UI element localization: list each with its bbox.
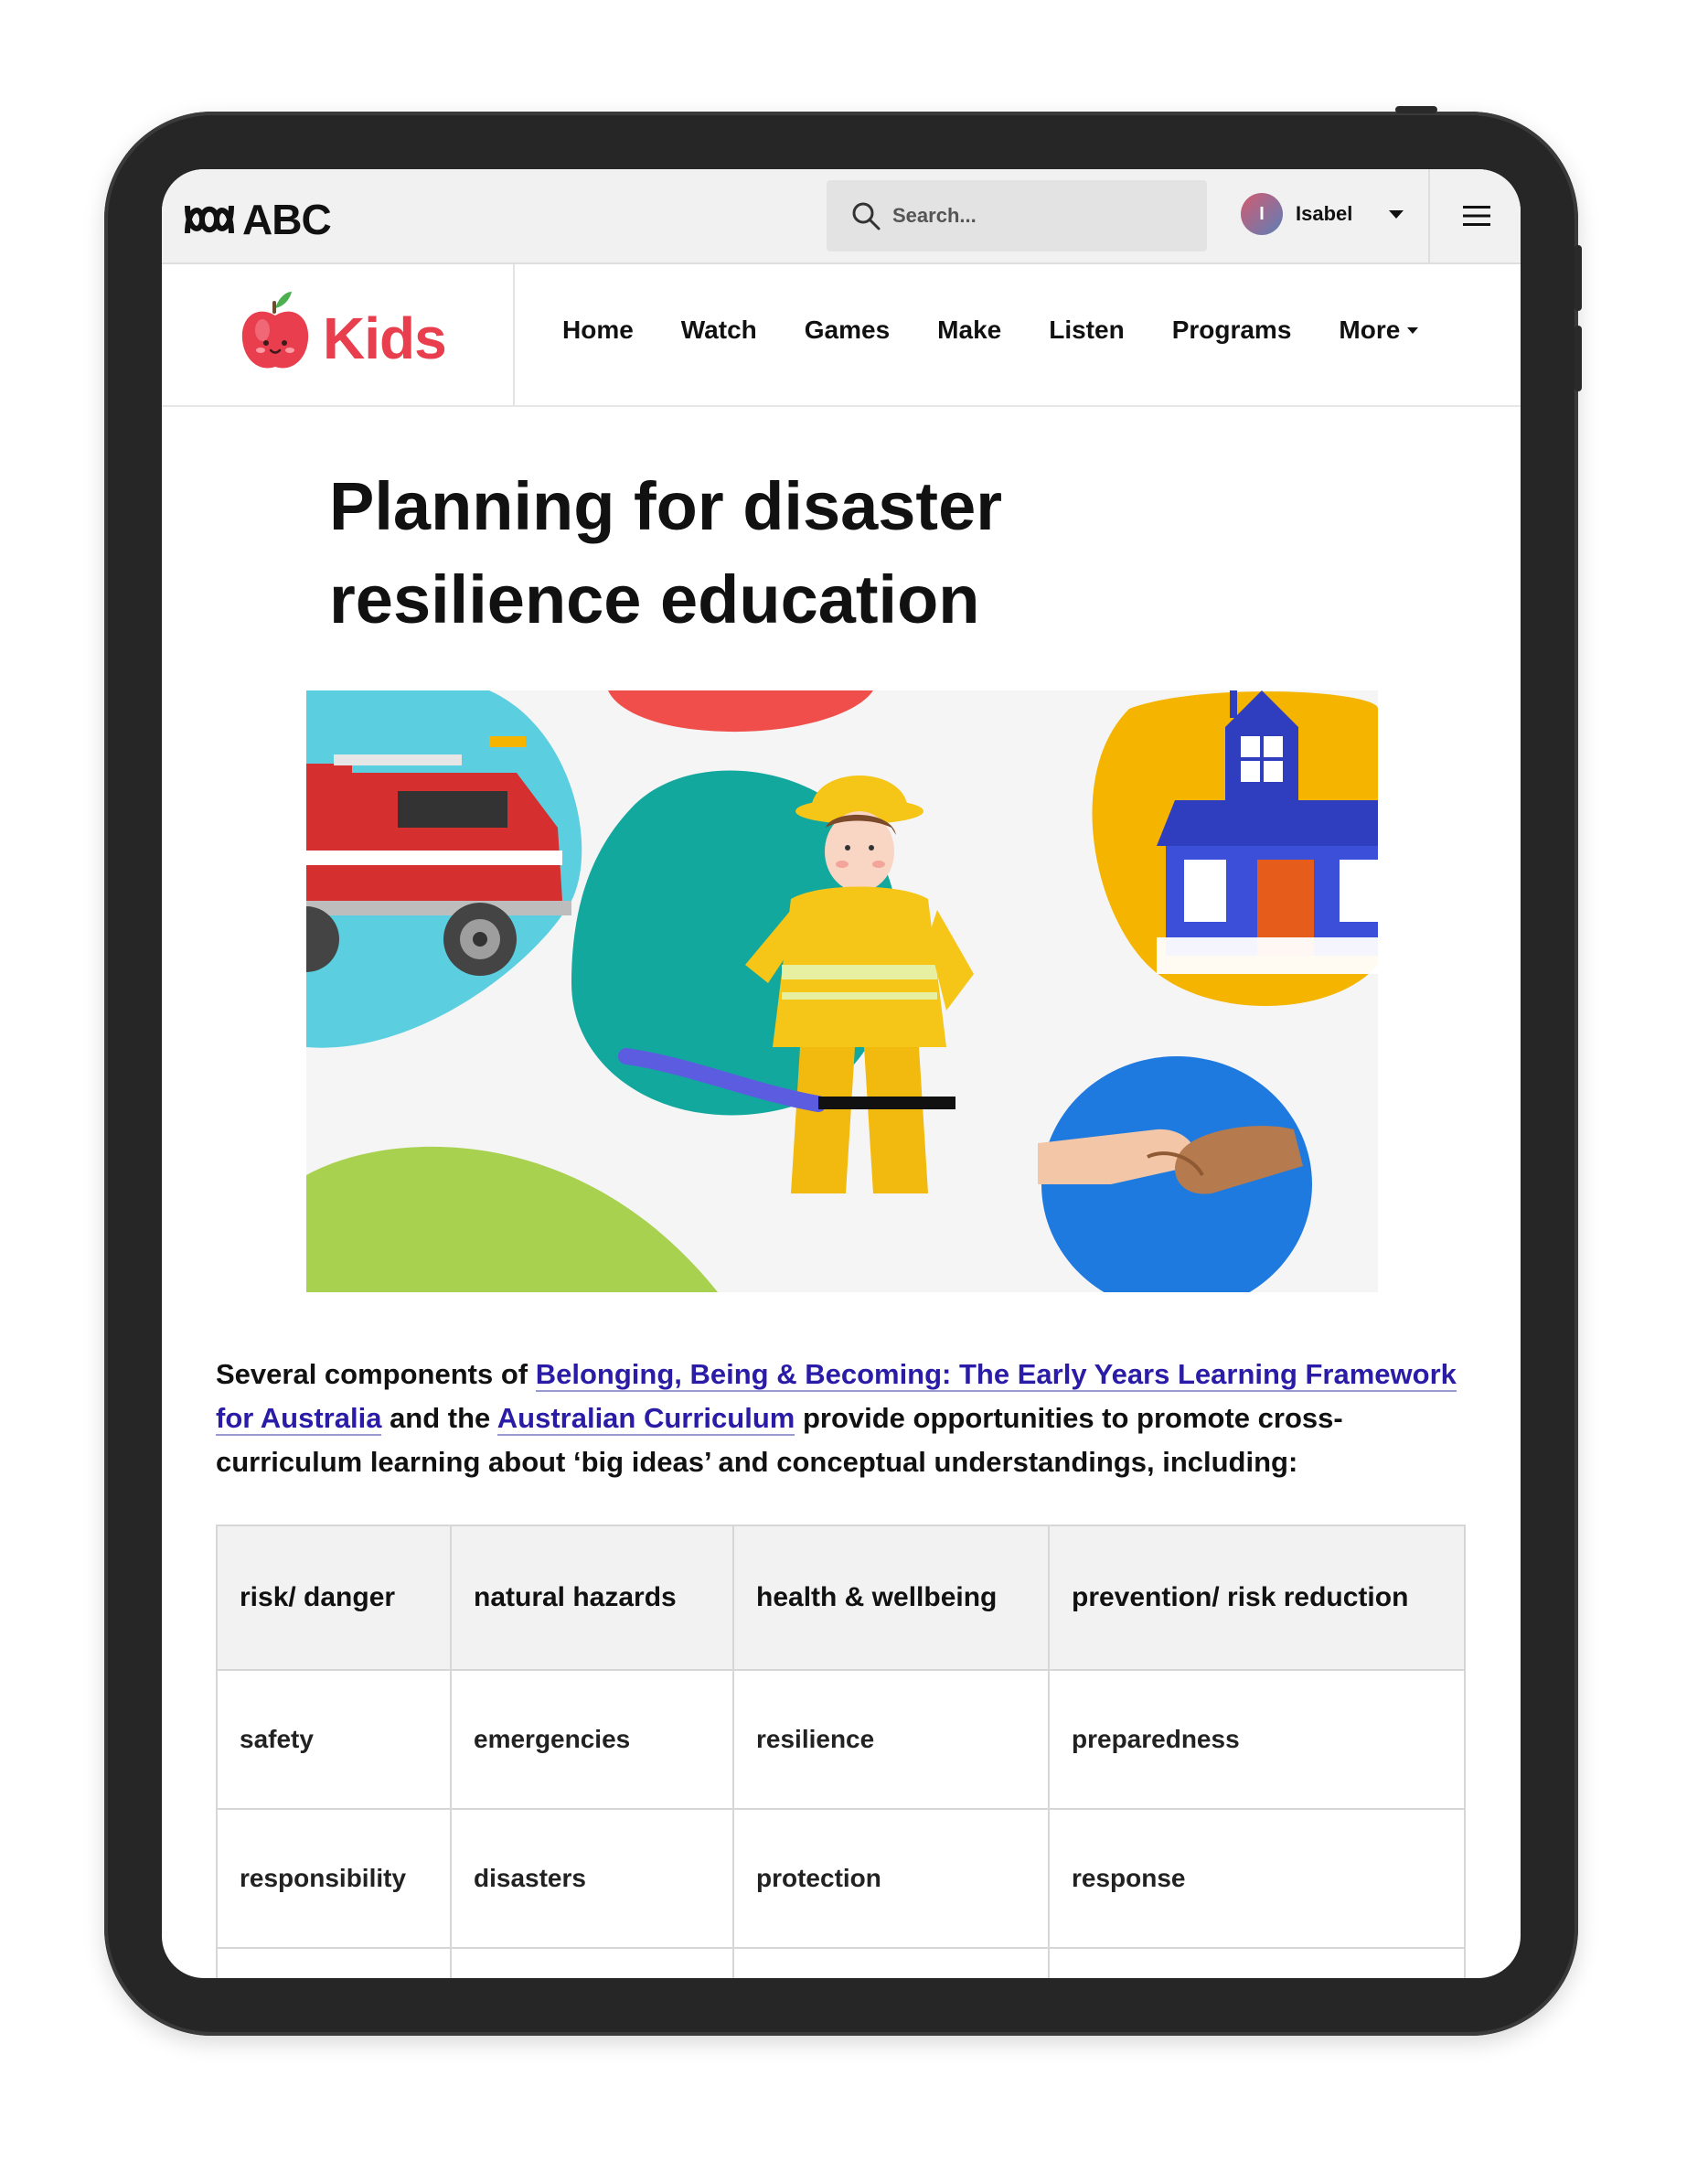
table-row [217,1948,1465,1978]
kids-main-nav [562,316,1418,345]
table-cell: preparedness [1049,1670,1465,1809]
nav-item-listen[interactable]: Listen [1049,316,1125,344]
abc-logo[interactable] [184,195,331,244]
australian-curriculum-link[interactable]: Australian Curriculum [496,1402,795,1434]
nav-item-programs[interactable]: Programs [1171,316,1292,344]
avatar: I [1241,193,1283,235]
table-cell: response [1049,1809,1465,1948]
nav-item-more[interactable] [1339,316,1418,345]
intro-paragraph [216,1353,1468,1484]
nav-item-games[interactable]: Games [804,316,891,344]
tablet-volume-down-button [1575,326,1582,391]
table-cell: protection [733,1809,1049,1948]
table-header-cell: prevention/ risk reduction [1049,1525,1465,1670]
search-icon [850,200,881,231]
page-title-line-1: Planning for disaster [329,468,1003,544]
concepts-table [216,1525,1466,1978]
page-title [329,460,1152,647]
table-cell: disasters [451,1809,733,1948]
table-cell [733,1948,1049,1978]
nav-item-home[interactable]: Home [562,316,634,344]
nav-divider [513,264,515,405]
table-cell: safety [217,1670,451,1809]
tablet-top-button [1395,106,1437,113]
abc-wordmark: ABC [242,196,331,243]
tablet-volume-up-button [1575,245,1582,311]
page-title-line-2: resilience education [329,562,980,637]
intro-mid: and the [381,1402,497,1434]
kids-logo[interactable] [239,288,513,380]
table-header-cell: risk/ danger [217,1525,451,1670]
table-header-cell: health & wellbeing [733,1525,1049,1670]
table-header-cell: natural hazards [451,1525,733,1670]
chevron-down-icon [1389,210,1404,219]
table-row [217,1670,1465,1809]
table-cell: emergencies [451,1670,733,1809]
screen [162,169,1521,1978]
user-name: Isabel [1296,202,1353,225]
table-cell: resilience [733,1670,1049,1809]
nav-item-watch[interactable]: Watch [680,316,757,344]
kids-nav-bar [162,264,1521,407]
abc-top-bar [162,169,1521,264]
nav-item-more-label: More [1339,316,1401,344]
hamburger-icon [1463,205,1490,227]
hamburger-menu-button[interactable] [1428,169,1521,262]
kids-wordmark: Kids [323,305,446,371]
disaster-resilience-illustration [306,690,1378,1292]
table-cell: responsibility [217,1809,451,1948]
hero-illustration [306,690,1378,1292]
apple-mascot-icon [239,288,312,376]
table-header-row [217,1525,1465,1670]
intro-suffix: provide opportunities to promote cross-curriculum learning about ‘big ideas’ and conceptual understandings, including: [216,1402,1343,1478]
table-cell [451,1948,733,1978]
table-cell [1049,1948,1465,1978]
search-placeholder: Search... [892,204,977,227]
intro-prefix: Several components of [216,1358,536,1390]
table-cell [217,1948,451,1978]
user-menu[interactable] [1241,193,1404,235]
nav-item-make[interactable]: Make [937,316,1002,344]
search-input[interactable] [827,180,1207,251]
abc-lissajous-icon [184,202,235,237]
chevron-down-icon [1407,327,1418,334]
table-row [217,1809,1465,1948]
eylf-link[interactable]: Belonging, Being & Becoming: The Early Years Learning Framework for Australia [216,1358,1457,1434]
